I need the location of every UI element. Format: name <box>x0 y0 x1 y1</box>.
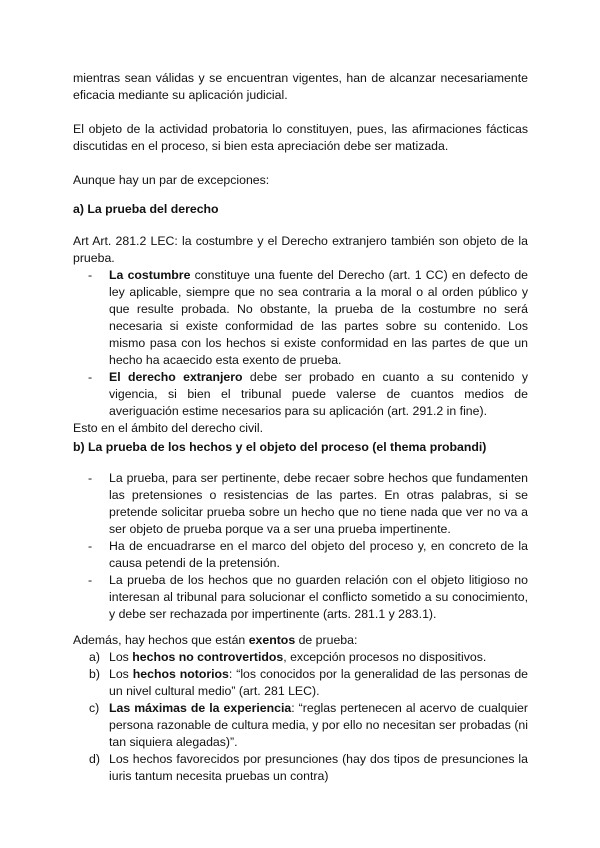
list-item <box>73 267 528 369</box>
list-item-text: constituye una fuente del Derecho (art. 1 CC) en defecto de ley aplicable, siempre que no sea contraria a la moral o al orden público y que resulte probada. No obstante, la prueba de la costumbre no será necesaria si existe conformidad de las partes sobre su contenido. Los mismo pasa con los hechos si existe conformidad en las partes de que un hecho ha acaecido esta exento de prueba. <box>109 268 528 367</box>
list-item-text: debe ser probado en cuanto a su contenido y vigencia, si bien el tribunal puede valerse de cuantos medios de averiguación estime necesarios para su aplicación (art. 291.2 in fine). <box>109 370 528 418</box>
enum-marker: b) <box>89 667 100 681</box>
section-a-closing: Esto en el ámbito del derecho civil. <box>73 421 264 435</box>
section-b-heading: b) La prueba de los hechos y el objeto del proceso (el thema probandi) <box>73 440 487 454</box>
list-item <box>73 369 528 420</box>
intro-paragraph-2: El objeto de la actividad probatoria lo constituyen, pues, las afirmaciones fácticas discutidas en el proceso, si bien esta apreciación debe ser matizada. <box>73 122 528 153</box>
list-item-text: La prueba de los hechos que no guarden relación con el objeto litigioso no interesan al tribunal para solucionar el conflicto sometido a su conocimiento, y debe ser rechazada por impertinente (arts. 281.1 y 283.1). <box>109 573 528 621</box>
section-a-lead: Art Art. 281.2 LEC: la costumbre y el Derecho extranjero también son objeto de la prueba. <box>73 234 528 265</box>
exentos-section <box>73 632 528 785</box>
list-item: b) Los hechos notorios: “los conocidos por la generalidad de las personas de un nivel cultural medio” (art. 281 LEC). <box>89 667 528 698</box>
section-a-heading: a) La prueba del derecho <box>73 202 219 216</box>
exentos-lead: Además, hay hechos que están exentos de prueba: <box>73 633 358 647</box>
bullet-marker: - <box>88 471 93 485</box>
section-b-content <box>73 470 528 623</box>
bullet-marker: - <box>88 539 93 553</box>
bullet-marker: - <box>88 370 93 384</box>
enum-marker: c) <box>89 701 100 715</box>
list-item-bold: La costumbre <box>109 268 191 282</box>
list-item <box>73 470 528 538</box>
list-item-text: Ha de encuadrarse en el marco del objeto del proceso y, en concreto de la causa petendi de la pretensión. <box>109 539 528 570</box>
list-item: d) Los hechos favorecidos por presunciones (hay dos tipos de presunciones la iuris tantum necesita pruebas un contra) <box>89 752 528 783</box>
intro-paragraph-1: mientras sean válidas y se encuentran vigentes, han de alcanzar necesariamente eficacia mediante su aplicación judicial. <box>73 71 528 102</box>
list-item-bold: El derecho extranjero <box>109 370 243 384</box>
enum-marker: d) <box>89 752 100 766</box>
bullet-marker: - <box>88 268 93 282</box>
section-a-content <box>73 233 528 437</box>
intro-paragraph-3: Aunque hay un par de excepciones: <box>73 173 270 187</box>
list-item: c) Las máximas de la experiencia: “reglas pertenecen al acervo de cualquier persona razonable de cultura media, y por ello no necesitan ser probadas (ni tan siquiera alegadas)”. <box>89 701 528 749</box>
list-item-text: La prueba, para ser pertinente, debe recaer sobre hechos que fundamenten las pretensiones o resistencias de las partes. En otras palabras, si se pretende solicitar prueba sobre un hecho que no tiene nada que ver no va a ser objeto de prueba porque va a ser una prueba impertinente. <box>109 471 528 536</box>
enum-marker: a) <box>89 650 100 664</box>
list-item <box>73 538 528 572</box>
list-item: a) Los hechos no controvertidos, excepción procesos no dispositivos. <box>89 650 487 664</box>
list-item <box>73 572 528 623</box>
bullet-marker: - <box>88 573 93 587</box>
